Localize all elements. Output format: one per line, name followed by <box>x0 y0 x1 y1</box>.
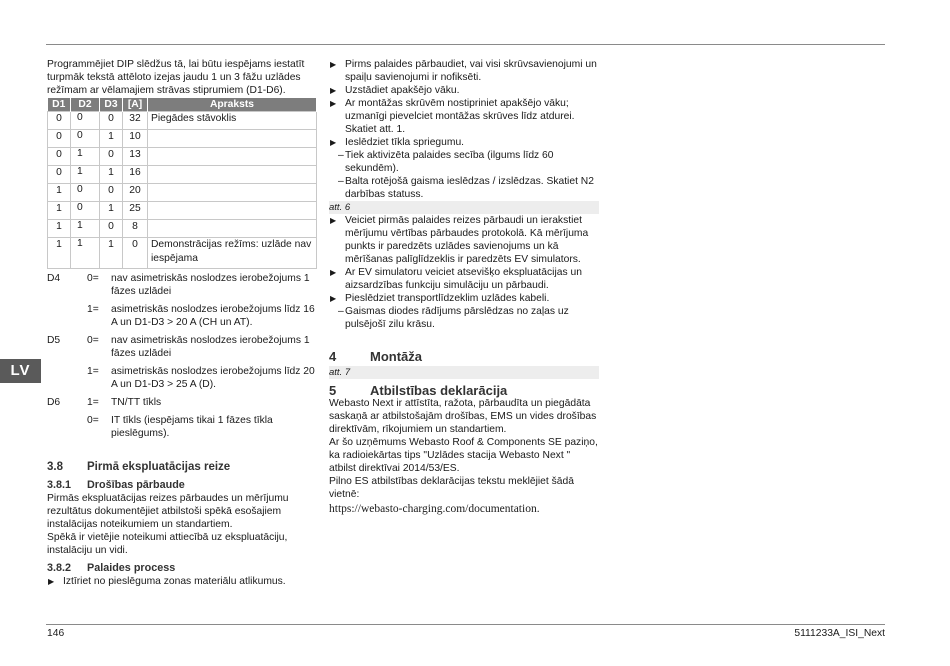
table-header: Apraksts <box>148 98 317 112</box>
table-cell: 0 <box>71 202 100 220</box>
table-cell: 1 <box>48 238 71 269</box>
table-header: [A] <box>123 98 148 112</box>
table-cell: 0 <box>100 184 123 202</box>
option-key: D4 <box>47 273 61 284</box>
option-code: 1= <box>87 366 99 377</box>
paragraph: Pilno ES atbilstības deklarācijas tekstu meklējiet šādā vietnē: <box>329 476 574 500</box>
left-column <box>47 58 317 588</box>
section-heading-5: 5 Atbilstības deklarācija <box>329 383 508 398</box>
table-cell: 0 <box>71 184 100 202</box>
table-cell <box>148 148 317 166</box>
paragraph: Spēkā ir vietējie noteikumi attiecībā uz ekspluatāciju, instalāciju un vidi. <box>47 532 288 556</box>
table-cell: Piegādes stāvoklis <box>148 112 317 130</box>
option-text: asimetriskās noslodzes ierobežojums līdz 16 A un D1-D3 > 20 A (CH un AT). <box>111 304 315 328</box>
table-row <box>48 238 317 269</box>
option-text: TN/TT tīkls <box>111 397 162 408</box>
table-cell: 0 <box>71 112 100 130</box>
table-cell: 0 <box>48 112 71 130</box>
option-text: IT tīkls (iespējams tikai 1 fāzes tīkla pieslēgums). <box>111 415 273 439</box>
bullet-item: ▶ Ieslēdziet tīkla spriegumu. <box>329 136 599 149</box>
table-header: D2 <box>71 98 100 112</box>
option-key: D6 <box>47 397 61 408</box>
figure-caption: att. 6 <box>329 201 599 214</box>
intro-text: Programmējiet DIP slēdžus tā, lai būtu iespējams iestatīt turpmāk tekstā attēloto izejas jaudu 1 un 3 fāžu uzlādes režīmam ar vēlamajiem strāvas stiprumiem (D1-D6). <box>47 59 305 96</box>
paragraph: Webasto Next ir attīstīta, ražota, pārbaudīta un piegādāta saskaņā ar atbilstošajām drošības, EMS un vides drošības direktīvām, rīkojumiem un standartiem. <box>329 398 597 435</box>
table-cell <box>148 166 317 184</box>
table-cell <box>148 220 317 238</box>
bullet-item: ▶ Iztīriet no pieslēguma zonas materiālu atlikumus. <box>47 575 317 588</box>
option-row <box>47 334 317 360</box>
table-cell: 1 <box>71 238 100 269</box>
option-code: 1= <box>87 304 99 315</box>
table-row <box>48 202 317 220</box>
document-id: 5111233A_ISI_Next <box>794 628 885 639</box>
table-cell: 1 <box>71 148 100 166</box>
page-number: 146 <box>47 628 65 639</box>
option-code: 1= <box>87 397 99 408</box>
paragraph: Pirmās ekspluatācijas reizes pārbaudes un mērījumu rezultātus dokumentējiet atbilstoši spēkā esošajiem instalācijas noteikumiem un standartiem. <box>47 493 289 530</box>
option-code: 0= <box>87 415 99 426</box>
table-row <box>48 112 317 130</box>
section-heading-3-8-1: 3.8.1 Drošības pārbaude <box>47 479 185 491</box>
bullet-item: ▶ Uzstādiet apakšējo vāku. <box>329 84 599 97</box>
table-cell: 1 <box>71 220 100 238</box>
bullet-item: ▶ Ar montāžas skrūvēm nostipriniet apakšējo vāku; uzmanīgi pievelciet montāžas skrūves līdz atdurei. Skatiet att. 1. <box>329 97 599 136</box>
table-cell: 0 <box>48 148 71 166</box>
dash-item: – Gaismas diodes rādījums pārslēdzas no zaļas uz pulsējošī zilu krāsu. <box>329 305 599 331</box>
bottom-rule <box>46 624 885 625</box>
table-cell <box>148 130 317 148</box>
table-cell: 0 <box>100 112 123 130</box>
table-row <box>48 130 317 148</box>
table-cell: 1 <box>100 238 123 269</box>
option-row <box>47 414 317 440</box>
table-cell: 13 <box>123 148 148 166</box>
table-cell <box>148 184 317 202</box>
table-header: D1 <box>48 98 71 112</box>
bullet-item: ▶ Pirms palaides pārbaudiet, vai visi skrūvsavienojumi un spaiļu savienojumi ir nofiksēti. <box>329 58 599 84</box>
table-cell: 1 <box>71 166 100 184</box>
table-row <box>48 148 317 166</box>
table-cell: 0 <box>100 148 123 166</box>
language-tab: LV <box>0 359 41 383</box>
dash-item: – Tiek aktivizēta palaides secība (ilgums līdz 60 sekundēm). <box>329 149 599 175</box>
table-cell: 25 <box>123 202 148 220</box>
table-cell: 1 <box>100 166 123 184</box>
table-header: D3 <box>100 98 123 112</box>
table-cell: 8 <box>123 220 148 238</box>
option-row <box>47 303 317 329</box>
table-cell: 0 <box>123 238 148 269</box>
section-heading-4: 4 Montāža <box>329 349 422 364</box>
table-cell: Demonstrācijas režīms: uzlāde nav iespējama <box>148 238 317 269</box>
option-key: D5 <box>47 335 61 346</box>
option-code: 0= <box>87 335 99 346</box>
bullet-item: ▶ Pieslēdziet transportlīdzeklim uzlādes kabeli. <box>329 292 599 305</box>
bullet-item: ▶ Veiciet pirmās palaides reizes pārbaudi un ierakstiet mērījumu vērtības pārbaudes protokolā. Kā mērījuma punkts ir paredzēts uzlādes savienojums un kā mērīšanas palīglīdzeklis ir paredzēts EV simulators. <box>329 214 599 266</box>
right-column <box>329 58 599 516</box>
dip-table <box>47 98 317 269</box>
section-heading-3-8-2: 3.8.2 Palaides process <box>47 562 176 574</box>
table-cell: 16 <box>123 166 148 184</box>
table-cell <box>148 202 317 220</box>
figure-caption: att. 7 <box>329 366 599 379</box>
option-text: nav asimetriskās noslodzes ierobežojums 1 fāzes uzlādei <box>111 273 310 297</box>
table-cell: 1 <box>48 202 71 220</box>
dip-options <box>47 272 317 440</box>
table-row <box>48 184 317 202</box>
table-row <box>48 220 317 238</box>
table-cell: 0 <box>48 166 71 184</box>
table-cell: 1 <box>100 130 123 148</box>
table-row <box>48 166 317 184</box>
option-row <box>47 396 317 409</box>
table-cell: 20 <box>123 184 148 202</box>
table-header-row <box>48 98 317 112</box>
table-cell: 10 <box>123 130 148 148</box>
table-cell: 32 <box>123 112 148 130</box>
option-row <box>47 365 317 391</box>
table-cell: 0 <box>71 130 100 148</box>
table-cell: 1 <box>48 220 71 238</box>
table-cell: 0 <box>48 130 71 148</box>
option-text: nav asimetriskās noslodzes ierobežojums 1 fāzes uzlādei <box>111 335 310 359</box>
section-heading-3-8: 3.8 Pirmā ekspluatācijas reize <box>47 461 231 473</box>
paragraph: Ar šo uzņēmums Webasto Roof & Components SE paziņo, ka radioiekārtas tips "Uzlādes stacija Webasto Next " atbilst direktīvai 2014/53/ES. <box>329 437 598 474</box>
top-rule <box>46 44 885 45</box>
bullet-item: ▶ Ar EV simulatoru veiciet atsevišķo ekspluatācijas un aizsardzības funkciju simulāciju un pārbaudi. <box>329 266 599 292</box>
option-row <box>47 272 317 298</box>
table-cell: 1 <box>48 184 71 202</box>
option-text: asimetriskās noslodzes ierobežojums līdz 20 A un D1-D3 > 25 A (D). <box>111 366 315 390</box>
dash-item: – Balta rotējošā gaisma ieslēdzas / izslēdzas. Skatiet N2 darbības statuss. <box>329 175 599 201</box>
option-code: 0= <box>87 273 99 284</box>
table-cell: 0 <box>100 220 123 238</box>
table-cell: 1 <box>100 202 123 220</box>
documentation-link[interactable]: https://webasto-charging.com/documentation. <box>329 503 540 515</box>
